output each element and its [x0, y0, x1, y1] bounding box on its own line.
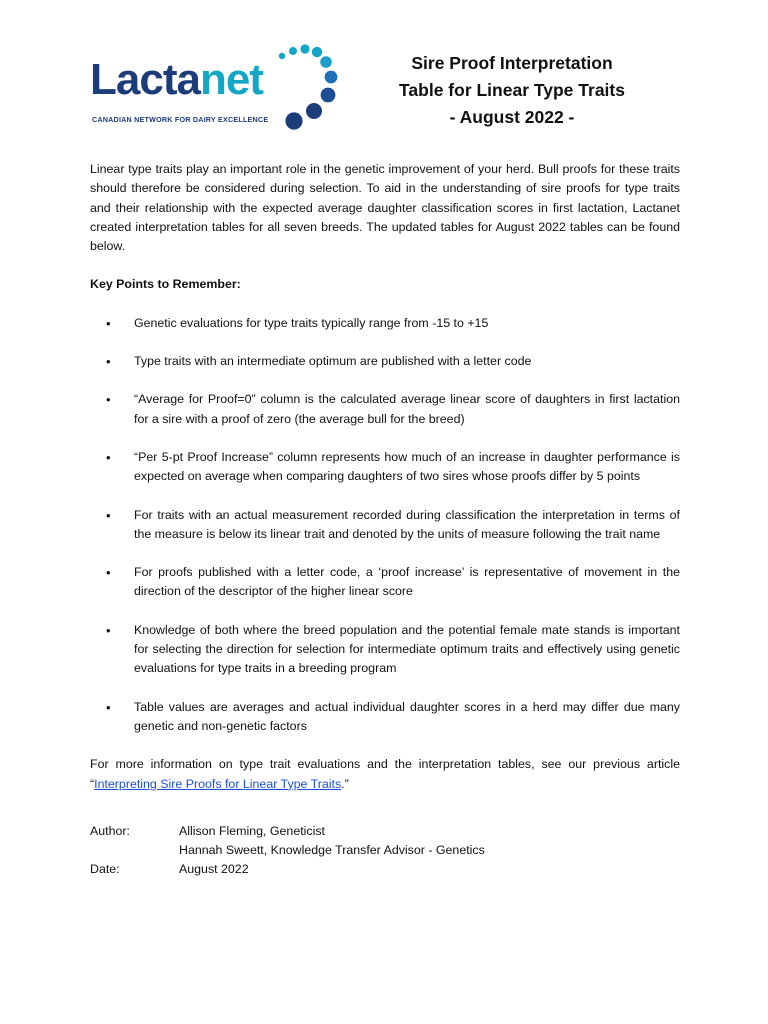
key-points-heading: Key Points to Remember:	[90, 277, 241, 292]
intro-paragraph: Linear type traits play an important role in the genetic improvement of your herd. Bull proofs for these traits should therefore be considered during selection. To aid in the understanding of sire proofs for type traits and their relationship with the expected average daughter classification scores in first lactation, Lactanet created interpretation tables for all seven breeds. The updated tables for August 2022 tables can be found below.	[90, 162, 680, 254]
date-row	[90, 860, 680, 879]
logo-word-part2: net	[199, 55, 263, 104]
bullet-icon: •	[106, 449, 111, 465]
author-2: Hannah Sweett, Knowledge Transfer Advisor - Genetics	[179, 843, 485, 858]
logo-word-part1: Lacta	[90, 55, 200, 104]
logo-tagline: CANADIAN NETWORK FOR DAIRY EXCELLENCE	[92, 115, 269, 124]
list-item	[90, 390, 680, 429]
document-body	[90, 160, 680, 880]
bullet-icon: •	[106, 622, 111, 638]
more-info-paragraph	[90, 755, 680, 794]
author-row	[90, 822, 680, 841]
author-1: Allison Fleming, Geneticist	[179, 823, 325, 838]
logo-wordmark	[90, 55, 263, 104]
list-item	[90, 621, 680, 679]
document-meta	[90, 822, 680, 880]
list-item	[90, 563, 680, 602]
list-item	[90, 698, 680, 737]
page-title	[370, 50, 654, 131]
author-row-2	[90, 841, 680, 860]
key-point-text: Knowledge of both where the breed population and the potential female mate stands is important for selecting the direction for selection for intermediate optimum traits and effectively using genetic evaluations for type traits in a breeding program	[134, 622, 680, 676]
spacer	[90, 841, 179, 860]
bullet-icon: •	[106, 507, 111, 523]
date-label: Date:	[90, 862, 120, 877]
bullet-icon: •	[106, 315, 111, 331]
lactanet-logo	[88, 40, 348, 140]
bullet-icon: •	[106, 565, 111, 581]
header	[0, 0, 768, 150]
bullet-icon: •	[106, 392, 111, 408]
key-point-text: “Average for Proof=0” column is the calculated average linear score of daughters in first lactation for a sire with a proof of zero (the average bull for the breed)	[134, 392, 680, 426]
key-point-text: For traits with an actual measurement recorded during classification the interpretation in terms of the measure is below its linear trait and denoted by the units of measure following the trait name	[134, 507, 680, 541]
key-point-text: For proofs published with a letter code, a ‘proof increase’ is representative of movement in the direction of the descriptor of the higher linear score	[134, 565, 680, 599]
author-label: Author:	[90, 823, 130, 838]
key-points-list	[90, 314, 680, 736]
bullet-icon: •	[106, 699, 111, 715]
title-line-3: - August 2022 -	[449, 107, 575, 127]
more-info-text: For more information on type trait evaluations and the interpretation tables, see our previous article “	[90, 757, 680, 791]
key-point-text: Type traits with an intermediate optimum are published with a letter code	[134, 354, 532, 369]
more-info-end: .”	[341, 776, 349, 791]
list-item	[90, 314, 680, 333]
article-link[interactable]: Interpreting Sire Proofs for Linear Type Traits	[94, 776, 342, 791]
list-item	[90, 352, 680, 371]
bullet-icon: •	[106, 354, 111, 370]
key-point-text: “Per 5-pt Proof Increase” column represents how much of an increase in daughter performance is expected on average when comparing daughters of two sires whose proofs differ by 5 points	[134, 449, 680, 484]
key-point-text: Genetic evaluations for type traits typically range from -15 to +15	[134, 315, 489, 330]
title-line-1: Sire Proof Interpretation	[411, 53, 613, 73]
list-item	[90, 448, 680, 487]
list-item	[90, 506, 680, 545]
date-value: August 2022	[179, 862, 249, 877]
title-line-2: Table for Linear Type Traits	[399, 80, 625, 100]
logo-dots-icon	[268, 40, 348, 140]
key-point-text: Table values are averages and actual individual daughter scores in a herd may differ due many genetic and non-genetic factors	[134, 699, 680, 733]
